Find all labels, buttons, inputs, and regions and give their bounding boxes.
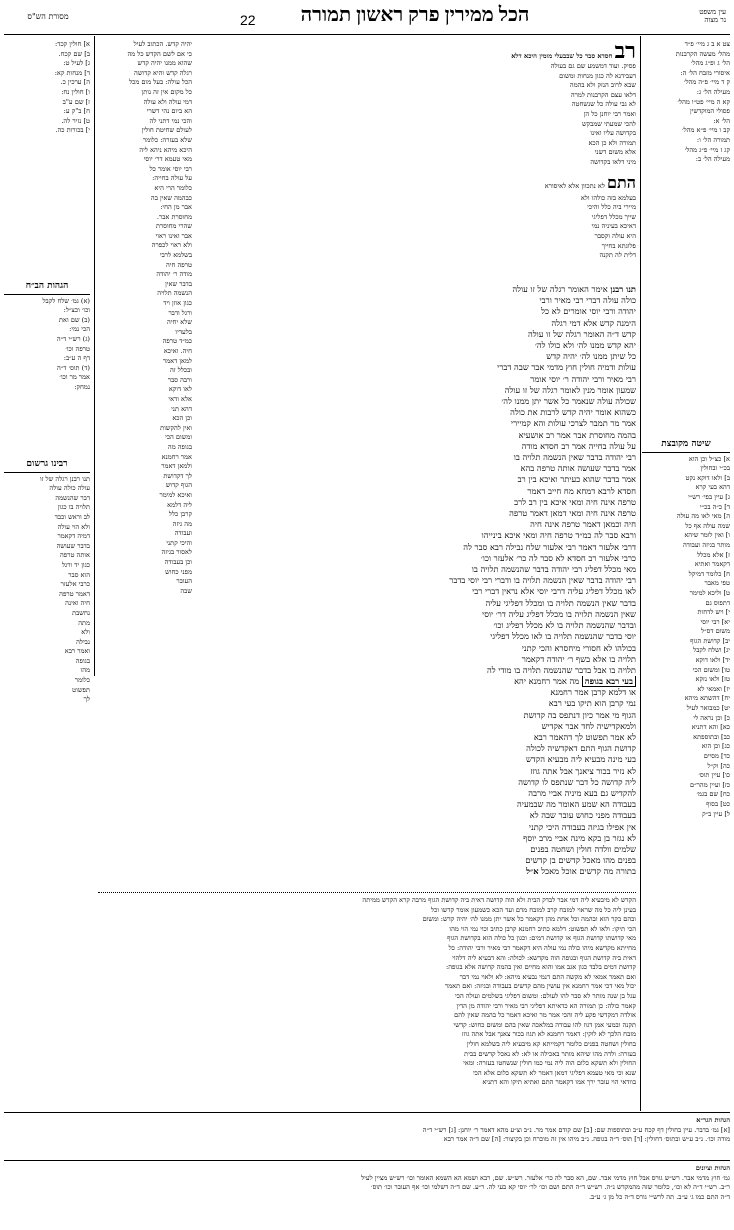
rashi-line: שהרי מחוסרת xyxy=(155,222,192,231)
ein-mishpat-line: מעילה הל׳ ב: xyxy=(695,155,730,164)
shita-line: א] כצ״ל וכן הוא xyxy=(688,454,730,463)
gershom-line: אותה טרפה xyxy=(59,551,90,560)
tosafot-line: חסדא סבר כל שבבעלי מומין היכא דלא xyxy=(511,52,613,60)
tosafot-section-line: מיירי ביה כלל והיכי xyxy=(587,203,636,212)
rashi-line: כמ״ד טרפה xyxy=(162,337,192,346)
tosafot-opening-row xyxy=(460,40,636,62)
shita-line: טו] ומשום הכי xyxy=(692,665,730,674)
shita-line: י] ויש לדחות xyxy=(697,608,730,617)
tosafot-line: לא גבי עולה כל שנשחטה xyxy=(571,100,636,109)
ein-mishpat-column xyxy=(644,40,730,260)
ein-mishpat-line: מעילה הל׳ ג: xyxy=(696,87,730,96)
gershom-line: הוא סבר xyxy=(68,570,90,579)
gershom-line: כלומר xyxy=(74,676,90,685)
rashi-line: אבר מן החי: xyxy=(160,203,192,212)
gemara-line: בכולהו לא חסורי מיחסרא והכי קתני xyxy=(521,642,636,653)
tosafot-section-line: שייך מכלל דפליגי xyxy=(591,212,636,221)
gershom-line: דבר שהנשמה xyxy=(55,493,90,502)
lower-line: ובהם בקר הוא ובהמה וכל אחת מהן דקאמר כל אשר יתן ממנו לה׳ יהיה קדש: ומשום xyxy=(422,915,636,924)
rashi-line: למאן דאמר xyxy=(162,356,192,365)
shita-line: יג] ושלח לקבל xyxy=(693,646,730,655)
habach-line: וכו׳ וכצ״ל: xyxy=(63,306,90,315)
masoret-line: ג] לעיל ט: xyxy=(63,59,90,68)
rashi-line: הכל עולה: בעל מום מכל xyxy=(129,78,192,87)
shita-line: ה] מאי לאו מה עולה xyxy=(676,512,730,521)
shita-line: יז] ואמאי לא xyxy=(697,684,730,693)
lower-commentary xyxy=(98,896,636,1092)
rashi-line: ועבודה xyxy=(174,529,192,538)
gershom-line: בדבר שעושה xyxy=(56,541,90,550)
gershom-line: כרבי אלעזר xyxy=(60,580,90,589)
gemara-after-line: הגוף מי אמר כיון דנתפס בה קדושת xyxy=(523,709,636,720)
shita-line: דקאמר ואתיא xyxy=(694,560,730,569)
footer-rule xyxy=(4,1160,730,1161)
gra-line: [א] גמ׳ בדבר. עיין בחולין דף קכח ע״ב ובתוספות שם: [ב] שם קודם אמר מר. נ״ב וצ״ע מהא דאמר ר׳ יוחנן: [ג] רש״י ד״ה xyxy=(422,1125,730,1134)
hagahot-habach-column xyxy=(4,282,90,407)
shita-line: יא] רבי יוסי xyxy=(700,617,730,626)
rashi-line: כגון אוזן ויד xyxy=(163,299,192,308)
gershom-line: תפשוט xyxy=(72,685,90,694)
rashi-line: לך דקדושת xyxy=(163,471,192,480)
shita-line: ד] כ״ה בכ״י xyxy=(699,502,730,511)
gemara-after-line: אין אפילו בגיזה בעבודה היכי קתני xyxy=(528,821,636,832)
gemara-continued xyxy=(196,676,636,888)
gemara-line: יהודה ורבי יוסי אומרים לא כל xyxy=(541,306,636,317)
gershom-line: לב וראש וכבד xyxy=(54,512,90,521)
gemara-after-line: בפנים מהו מאכל קדשים בן קדשים xyxy=(525,855,636,866)
shita-line: שמה עולה אף כל xyxy=(685,521,730,530)
lower-line: שנא וכי מאי טעמא דפליגי דמאן דאמר לא תשקא כלום אלא הכי xyxy=(472,1068,636,1077)
shita-line: ג] עיין בפי׳ רש״י xyxy=(688,492,730,501)
gemara-column xyxy=(196,284,636,674)
footer-notes xyxy=(4,1164,730,1224)
rashi-line: ורבה סבר xyxy=(167,375,192,384)
habach-line: נמחק: xyxy=(74,382,90,391)
gershom-line: ולא xyxy=(81,628,90,637)
shita-line: יד] ולאו דוקא xyxy=(695,656,730,665)
gemara-line: טרפה אינה חיה ומאי איכא בין רב לרב xyxy=(514,496,636,507)
tosafot-section-line: היא עולה וקסבר xyxy=(594,231,636,240)
tosafot-opening-word: רב xyxy=(614,40,636,62)
shita-line: דתפוס גם xyxy=(705,598,730,607)
gemara-opening-word: תנו רבנן xyxy=(610,284,636,294)
gershom-line: דאמר טרפה xyxy=(59,589,90,598)
ein-mishpat-line: צט א ב ג מיי׳ פ״ד xyxy=(684,40,730,48)
header-label-2: נר מצוה xyxy=(704,16,726,24)
header-label-1: עין משפט xyxy=(699,8,726,16)
lower-line: מזבח הלכך לא לוקין: דאמר רחמנא לא תגוז בכור צאנך אבל אתה גוזז xyxy=(461,1030,636,1039)
lower-line: קאמר כולה: כן תמורה הא כדאיתא דפליגי רבי מאיר ורבי יהודה מן הדין xyxy=(456,1001,636,1010)
rashi-line: על עולה בחייה: xyxy=(152,174,192,183)
gemara-line: אמר בדבר שהוא כעיתר ואיכא בין רב xyxy=(517,474,636,485)
rashi-line: רבי יוסי אומר כל xyxy=(149,164,192,173)
rashi-line: יהיה קדש. הכתוב לעיל xyxy=(133,40,192,48)
lower-line: מחייתא מקדשא מיהו כולה נמי עולה היא דקאמר רבי מאיר ורבי יהודה: כל xyxy=(448,943,636,952)
gemara-line: מאי מכלל דפליג רבי יהודה בדבר שהנשמה תלויה בו xyxy=(471,564,636,575)
shita-line: כה] וק״ל xyxy=(707,761,730,770)
ein-mishpat-line: הל׳ ג ופ״ג מהל׳ xyxy=(691,59,730,68)
tosafot-line: אלא משום דשני xyxy=(594,148,636,157)
tosafot-section-line: לא נתכוון אלא לאיסורא xyxy=(544,181,605,190)
tosafot-line: ואמר רבי יוחנן כל הן xyxy=(583,109,636,118)
page-number: 22 xyxy=(240,12,256,28)
ein-mishpat-line: איסורי מזבח הל׳ ה: xyxy=(680,68,730,77)
habach-line: (ד) תוס׳ ד״ה xyxy=(57,363,90,372)
rashi-line: בגופה מה xyxy=(167,442,192,451)
gemara-line: עולות ודמיה חולין חוץ מדמי אבר שבה דברי xyxy=(497,362,636,373)
gershom-line: לך xyxy=(83,695,90,704)
rashi-line: ואין להקשות xyxy=(160,423,192,432)
rashi-line: מאי טעמא דר׳ יוסי xyxy=(143,155,192,164)
shita-line: דהא בעי קרא xyxy=(695,483,730,492)
gemara-line: בהמה מחוסרת אבר אמר רב אושעיא xyxy=(518,429,636,440)
gemara-line: חיה וכמאן דאמר טרפה אינה חיה xyxy=(530,519,636,530)
rashi-line: לאו דוקא xyxy=(168,385,192,394)
rashi-line: ומשום הכי xyxy=(165,433,192,442)
lower-line: דאית ביה קדושת הגוף ובגופה הוה מקדשא: לכולה: והא דבעיא ליה דלהוי xyxy=(452,953,636,962)
gershom-line: מהו xyxy=(80,666,90,675)
gemara-line: רבי יהודה בדבר שאין הנשמה תלויה בו ודברי רבי יוסי בדבר xyxy=(449,575,636,586)
masoret-line: ד] מנחות קא: xyxy=(54,68,90,77)
ein-mishpat-line: קב ו מיי׳ פ״א מהל׳ xyxy=(682,126,730,135)
rashi-line: ולמאן דאמר xyxy=(161,462,192,471)
gemara-end-row xyxy=(196,866,636,877)
rashi-line: ולא ראוי לכפרה xyxy=(151,241,192,250)
gemara-line: כשהוא אומר יהיה קדש לרבות את כולה xyxy=(510,407,636,418)
gemara-after-line: להקדיש גם בעא מיניה אביי מרבה xyxy=(528,788,636,799)
rashi-line: והכי נמי דתני לה xyxy=(149,116,192,125)
rashi-line: ואיכא למימר xyxy=(159,490,192,499)
tosafot-line: להכי שמעתי שמבקש xyxy=(581,119,636,128)
habach-line: אמר מר וכו׳ xyxy=(59,373,90,382)
shita-line: ו] ואין לומר שיהא xyxy=(684,531,730,540)
gemara-line: שאין הנשמה תלויה בו מכלל דפליג עליה דר׳ יוסי xyxy=(482,608,636,619)
ein-mishpat-line: קא ה מיי׳ פט״ו מהל׳ xyxy=(677,97,730,106)
lower-line: בחולין ושחטה בפנים כלומר דקמייתא קא מיבעיא ליה בשלמא חולין xyxy=(466,1039,636,1048)
gemara-line: טרפה אינה חיה ומאי דמאן דאמר טרפה xyxy=(509,508,636,519)
gra-notes xyxy=(98,1116,730,1156)
shita-line: ז] אלא מכלל xyxy=(697,550,730,559)
gemara-line: שמעון אומר מנין לאומר רגלה של זו עולה xyxy=(504,384,636,395)
shita-line: יט] כמבואר לעיל xyxy=(686,704,730,713)
tosafot-section-line: בעלמא בזה כולהו ולא xyxy=(580,193,636,202)
tosafot-line: מיני דלאו בקדושה xyxy=(590,157,636,166)
gemara-line: רבי יהודה בדבר שאין הנשמה תלויה בו xyxy=(513,452,636,463)
column-rule-left xyxy=(94,36,95,676)
rashi-line: לעולם שחיטת חולין xyxy=(141,126,192,135)
gemara-line: שכולה עולה שנאמר כל אשר יתן ממנו לה׳ xyxy=(501,396,636,407)
masoret-column xyxy=(4,40,90,170)
tosafot-line: דלאו עצם הקרבנות למרה xyxy=(570,90,636,99)
rashi-line: בלעדיו xyxy=(175,327,192,336)
habach-line: טרפה וכו׳ xyxy=(65,344,90,353)
gemara-end-tag: א״ל xyxy=(526,866,539,877)
shita-line: טפי מאבר xyxy=(704,579,730,588)
shita-line: כג] וכן הוא xyxy=(701,742,730,751)
shita-line: מותר בגיזה ועבודה xyxy=(682,540,730,549)
shita-line: בכ״י ובחולין xyxy=(700,464,730,473)
rashi-line: מודה ר׳ יהודה xyxy=(156,270,192,279)
gershom-line: כגון יד ורגל xyxy=(61,560,90,569)
shita-line: משום דס״ל xyxy=(701,627,730,636)
tosafot-section-line: דאיכא בעיניה נמי xyxy=(591,222,636,231)
shita-line: כז] ועיין מהר״ם xyxy=(690,780,730,789)
masoret-line: א] חולין קכד: xyxy=(55,40,90,48)
rashi-line: כלומר הרי היא xyxy=(154,183,192,192)
lower-line: קדושת דמים בלבד כגון אגב אמו והוא מחיים ואין בהמה קדושה אלא בגופה: xyxy=(446,963,636,972)
rashi-column xyxy=(98,40,192,680)
gemara-line: הימנה קדש אלא דמי רגלה xyxy=(551,317,636,328)
lower-line: הקדש לא מיבעיא ליה דמי אבר לבדק הבית ולא הוה קדושה דאית ביה קדושת הגוף מרבה קרא הקדש ממיתה xyxy=(362,896,636,904)
lower-divider xyxy=(98,892,636,893)
tosafot-section-line: פלוגתא בחייך xyxy=(601,241,636,250)
rashi-line: חיה. ואיכא xyxy=(163,347,192,355)
masoret-line: ב] שם קכח. xyxy=(58,49,90,58)
rashi-line: כבהמה שאין בה xyxy=(150,193,192,202)
tosafot-line: דעבידנא לה כגון מנחות ומשום xyxy=(559,71,636,80)
gemara-line: תלויה בו אלא בשף ר׳ יהודה דקאמר xyxy=(521,653,636,664)
rashi-line: ובכלל זה xyxy=(170,366,192,375)
ein-mishpat-line: פסולי המוקדשין xyxy=(690,107,730,116)
gemara-line: כולה עולה דברי רבי מאיר ורבי xyxy=(539,295,636,306)
shita-line: כ] וכן נראה לי xyxy=(693,713,730,722)
gra-notes-title: הגהות הגר״א xyxy=(696,1116,730,1124)
gemara-line: כרבי אלעזר רב חסדא לא סבר לה כר׳ אלעזר וכו׳ xyxy=(480,552,636,563)
gemara-line: רבי מאיר ורבי יהודה ר׳ יוסי אומר xyxy=(530,373,636,384)
gemara-opening-row xyxy=(196,284,636,295)
habach-line: (ג) רש״י ד״ה xyxy=(56,334,90,343)
rashi-line: שהוא ממנו יהיה קדש xyxy=(137,59,192,68)
habach-line: (ב) שם ואת xyxy=(59,315,90,324)
notes-rule xyxy=(4,1112,730,1113)
gemara-line: חסדא לרבא דמחא מח חייב דאמר xyxy=(527,485,636,496)
page-title: הכל ממירין פרק ראשון תמורה xyxy=(300,4,530,26)
rashi-line: דהא תני xyxy=(171,404,192,413)
rashi-line: העובר xyxy=(176,577,192,586)
habach-line: דף ה ע״ב: xyxy=(63,354,90,363)
tosafot-line: בקדושה עליו ואינו xyxy=(590,129,636,138)
gershom-line: עולה כולה עולה xyxy=(49,484,90,493)
gemara-line: אמר בדבר שעושה אותה טרפה בהא xyxy=(520,463,636,474)
lower-line: ואם תאמר אמאי לא מקשה התם דנמי נבעיא מיהא: לא ולאוי נמי דבר xyxy=(459,972,636,981)
shita-line: ח] כלומר דמיקל xyxy=(688,569,730,578)
tosafot-section-row xyxy=(460,172,636,194)
shita-mekubetzet-title: שיטה מקובצת xyxy=(642,440,730,453)
rashi-line: מפני כחוש xyxy=(165,567,192,576)
rashi-line: אבר ואינו ראוי xyxy=(155,231,192,240)
rashi-line: שלא בעזרה: כלומר xyxy=(142,135,192,144)
rashi-line: אלא ודאי xyxy=(168,394,192,403)
shita-line: כב] ובתוספתא xyxy=(693,732,730,741)
rabbeinu-gershom-title: רבינו גרשום xyxy=(4,460,90,473)
rashi-line: והיכי קתני xyxy=(166,538,192,547)
habach-line: (א) גמ׳ שלח לקבל xyxy=(42,296,90,305)
header-rule xyxy=(4,34,730,35)
gemara-after-line: מה אמר רחמנא יהא xyxy=(514,676,580,686)
gershom-line: בגופה xyxy=(75,656,90,665)
tosafot-section-word: התם xyxy=(607,172,636,192)
rashi-line: דמי עולה ולא עולה xyxy=(143,97,192,106)
gemara-after-line: נמי קרבן הוא תיקו בעי רבא xyxy=(548,698,636,709)
gemara-after-line: ולמאקדישיה לחד אבר אקדיש xyxy=(541,720,636,731)
rashi-line: קרבן כלל xyxy=(168,510,192,519)
rashi-line: וכן בעבודה xyxy=(164,558,192,567)
column-rule-right xyxy=(640,36,641,1111)
footer-line: ד״ה התם כמו ג׳ ע״ב. תה לרש״י גורס ד״ה כל מן ג׳ ע״ב. xyxy=(588,1192,730,1201)
rashi-line: אמר רחמנא xyxy=(161,452,192,461)
rashi-line: כי אם לשם הקדש כל מה xyxy=(127,49,192,58)
footer-label: הגהות וציונים xyxy=(695,1164,730,1172)
tosafot-line: פסיק. ועוד דמשמע שם גם בעולה xyxy=(550,62,636,70)
rashi-line: מחוסרת אבר. xyxy=(156,212,192,221)
rashi-line: ליה דלמא xyxy=(167,500,192,509)
shita-line: כא] והא דתניא xyxy=(691,723,730,732)
lower-line: אולדה דמקדשי פקע ליה והכי אמר מר ואיכא דאמר כל בהמה שאין להם xyxy=(454,1011,636,1020)
gemara-highlight-row xyxy=(196,676,636,687)
tosafot-line: שבא לרוב הנזק ולא בהמה xyxy=(569,81,636,90)
gershom-line: תלויה בו כגון xyxy=(57,503,90,512)
rashi-line: שלא יחיה xyxy=(167,318,192,327)
masoret-line: ו] חולין נח: xyxy=(61,87,90,96)
rashi-line: לאסור בגיזה xyxy=(161,548,192,557)
gershom-line: תנו רבנן רגלה של זו xyxy=(39,474,90,483)
rashi-line: טרפה חיה xyxy=(166,260,192,269)
gemara-line: אמר מר תמבר לצרכי עולות והא קמיירי xyxy=(510,418,636,429)
shita-line: ט] וליכא למימר xyxy=(689,588,730,597)
gemara-after-line: בעבודה הא שמע האומר מה שבמעיה xyxy=(517,799,636,810)
shita-line: כד] מסיים xyxy=(703,752,730,760)
rashi-line: הנשמה תלויה xyxy=(157,289,192,298)
shita-line: ב] ולאו דוקא נקט xyxy=(685,473,730,482)
gershom-line: נבילה xyxy=(76,637,90,646)
shita-line: כח] שם בגמ׳ xyxy=(696,790,730,799)
masoret-line: ה] ערכין כ. xyxy=(60,78,90,87)
gemara-line: יהא קדש ממנו לה׳ ולא כולו לה׳ xyxy=(534,340,636,351)
lower-line: בעזרה: ולדה מהו שיהא מותר באכילה או לא: לא נאכל קדשים בבית xyxy=(464,1049,636,1058)
rashi-line: הא ביום נהי דשרי xyxy=(146,107,192,116)
habach-line: הכי נמי: xyxy=(69,325,90,334)
gemara-after-line: או דלמא קרבן אמר רחמנא xyxy=(550,687,636,698)
rashi-line: בשלמא לרבי xyxy=(159,251,192,260)
lower-line: בעינן ליה כל מה שראוי למזבח קרב למזבח מדם ועד הכא כשמעון אומר קדשו וכל xyxy=(431,905,636,914)
shita-line: כט] בסוף xyxy=(706,799,730,808)
gra-line: מודה וכו׳. נ״ב ע״ש ובתוס׳ דחולין: [ד] תוס׳ ד״ה בגופה. נ״ב מיהו אין זה מוכרח וכן בקיצור: [ה] שם ד״ה אמר רבא xyxy=(443,1135,730,1144)
gemara-line: בדבר שאין הנשמה תלויה בו ומכלל דפליגי עליה xyxy=(485,597,636,608)
rashi-line: רגלה קדש והיא קדושה xyxy=(134,68,192,77)
tosafot-line: תמורה ולא כן הכא xyxy=(588,138,636,147)
gershom-line: דמיה דקאמר xyxy=(57,532,90,541)
shita-line: טז] ולאו נזקא xyxy=(695,675,730,684)
masoret-header: מסורת הש"ס xyxy=(27,12,69,21)
shita-line: יב] קדושת הגוף xyxy=(690,636,730,645)
rabbeinu-gershom-column xyxy=(4,460,90,1110)
gemara-line: יוסי בדבר שהנשמה תלויה בו לאו מכלל דפליגי xyxy=(490,631,636,642)
gershom-line: חיה ואינה xyxy=(65,599,90,608)
rashi-line: היכא מיהא ניהא ליה xyxy=(139,145,192,154)
gemara-line: כל שיתן ממנו לה׳ יהיה קדש xyxy=(546,351,636,362)
gemara-after-line: לא נזיר בכור ציאנך אבל אתה גוזז xyxy=(530,765,636,776)
gemara-after-line: בתורה מה קדשים אוכל מאכל xyxy=(541,866,636,877)
gemara-after-line: בעבודה מפני כחוש עובר שבה לא xyxy=(529,810,636,821)
rashi-line: ורגל ודבר xyxy=(168,308,192,317)
lower-line: בוודאי הוי עובר ירך אמו דקאמר התם ואתיא תיקו והא דתניא xyxy=(482,1078,636,1087)
gemara-line: תלויה בו אבל בדבר שהנשמה תלויה בו מודי לה xyxy=(486,664,636,674)
ein-mishpat-line: מהל׳ מעשה הקרבנות xyxy=(675,49,730,58)
ein-mishpat-line: ק ד מיי׳ פ״ה מהל׳ xyxy=(683,78,730,87)
lower-line: תקנה ובמעי אמן דגוז להו עבודה במלאכה שאין בהם ומשום כחוש: קדשי xyxy=(453,1020,636,1029)
gemara-after-line: לא נגזר בן בקא מינה אביי מרב יוסף xyxy=(523,832,636,843)
ein-mishpat-line: הל׳ א: xyxy=(713,116,730,125)
lower-line: מאי קדושתו קדושת הגוף או קדושת דמים: וכגון כל כולה הוא בקדושת הגוף xyxy=(447,934,636,943)
shita-line: יח] דהשתא מיהא xyxy=(684,694,730,703)
rashi-line: הגוף קדוש xyxy=(165,481,192,490)
gemara-line: על עולה בחייה אמר רב חסדא מודה xyxy=(521,440,636,451)
gemara-line: אימר האומר רגלה של זו עולה xyxy=(512,284,608,294)
footer-line: גמ׳ חוץ מדמי אבר. רש״ש גורס אבל חוץ מדמי אבר. שם, הא סבר לה כר׳ אלעזר. רש״ש. שם, רבא ושמא הא השמא האומר וכו׳ רש״ש מציין לעיל xyxy=(361,1173,730,1182)
shita-mekubetzet-column xyxy=(642,440,730,1100)
footer-line: ר״ב. רש״י ד״ה לא וכו׳, כלומר שזה מהמקדש נ״ה. רש״ש ד״ה התם ושם וכו׳ לר׳ יוסי קא בעי לה. ר״ע. שם ד״ה דשלמי וכו׳ אף העובר וכו׳ תוס׳ xyxy=(371,1183,730,1192)
lower-line: הכי תיקו: ולאו לא תפשוט: דלמא כתיב רחמנא קרבן כתיב וכוי נמי הוי מהו xyxy=(449,924,636,933)
rashi-line: שבה xyxy=(180,586,192,595)
shita-line: כו] עיין תוס׳ xyxy=(698,771,730,780)
hagahot-habach-title: הגהות הב״ח xyxy=(4,282,90,295)
gershom-line: ולא הוי עולה xyxy=(57,522,90,531)
gemara-line: ובדבר שהנשמה תלויה בו לא מכלל דפליג וכו׳ xyxy=(493,620,636,631)
shita-line: ל] עיין ב״ק xyxy=(702,809,730,818)
gemara-line: דרבי אלעזר דאמר רבי אלעזר שלח נבילה רבא סבר לה xyxy=(463,541,636,552)
gemara-line: קדש ד״ה האומר רגלה של זו עולה xyxy=(527,328,636,339)
ein-mishpat-header xyxy=(666,8,726,24)
ein-mishpat-line: קג ז מיי׳ פ״ג מהל׳ xyxy=(684,145,730,154)
gemara-after-line: קדושת הגוף התם דאקדשיה לכולה xyxy=(526,743,636,754)
masoret-line: ז] שם ע"ב xyxy=(62,97,90,106)
lower-line: עגל בן שנה מותר לא סבר להו לעולם: ומשום דפליגי בשלמים ועולה הכי xyxy=(455,991,636,1000)
lower-line: יכול מאי דכי אמר רחמנא אין עושין מהם קדשים בעבודה ובגיזה: ואם תאמר xyxy=(445,982,636,991)
rashi-line: מה גיזה xyxy=(172,519,192,528)
gemara-after-line: שלמים וולדה חולין ושחטה בפנים xyxy=(530,844,636,855)
gemara-after-line: לא אמר תפשוט לך דהאמר רבא xyxy=(533,732,636,743)
gemara-line: ורבא סבר לה כמ״ד טרפה חיה ומאי איכא בינייהו xyxy=(481,530,636,541)
tosafot-section-line: דלית לה תקנה xyxy=(599,251,636,260)
gershom-line: נחשבת xyxy=(72,608,90,617)
gershom-line: מתה xyxy=(78,618,90,627)
masoret-line: י] בכורות כה. xyxy=(55,126,90,135)
masoret-line: ח] ב"ק ע: xyxy=(63,107,90,116)
gemara-line: לאו מכלל דפליג עליה דרבי יוסי אלא נראין דברי רבי xyxy=(472,586,636,597)
lower-line: החולין ולא תשקא כלום הוה ליה נמי כמו חולין שנשחטו בעזרה: ומאי xyxy=(463,1059,636,1068)
gemara-after-line: בעי מינה מבעיא ליה מבעיא הקדש xyxy=(525,754,636,765)
rashi-line: וכן הכא xyxy=(172,414,192,423)
ein-mishpat-line: תמורה הל׳ ו: xyxy=(696,135,730,144)
rashi-line: כל מקום אין זה נותן xyxy=(141,87,192,96)
masoret-line: ט] נזיר לה. xyxy=(61,116,90,125)
rashi-line: בדבר שאין xyxy=(165,279,192,288)
gershom-line: ואמר רבא xyxy=(64,647,90,656)
gemara-after-line: ליה קדושה כל דבר שנתפס לו קדושה xyxy=(518,776,636,787)
gemara-highlight: בעי רבא בגופה xyxy=(582,676,636,687)
